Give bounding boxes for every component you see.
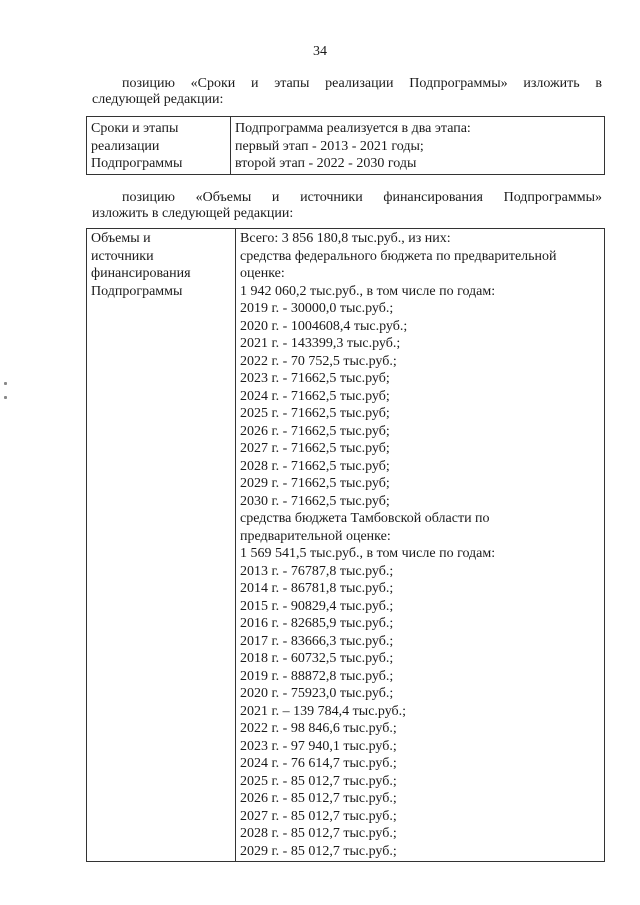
paragraph-line: изложить в следующей редакции: — [92, 206, 294, 221]
label-line: реализации — [91, 138, 160, 154]
funding-value-cell — [236, 229, 605, 862]
label-line: финансирования — [91, 266, 191, 281]
page-number: 34 — [313, 44, 327, 59]
value-line: первый этап - 2013 - 2021 годы; — [235, 138, 424, 154]
paragraph-funding-intro — [92, 190, 602, 222]
value-line: 2020 г. - 1004608,4 тыс.руб.; — [240, 318, 408, 334]
paragraph-timeline-intro — [92, 76, 602, 108]
value-line: 2019 г. - 88872,8 тыс.руб.; — [240, 668, 394, 684]
value-line: второй этап - 2022 - 2030 годы — [235, 156, 417, 171]
value-line: 2023 г. - 97 940,1 тыс.руб.; — [240, 738, 397, 754]
scan-artifact — [4, 396, 7, 399]
value-line: 2025 г. - 85 012,7 тыс.руб.; — [240, 773, 397, 789]
value-line: 2018 г. - 60732,5 тыс.руб.; — [240, 651, 394, 666]
value-line: 2027 г. - 85 012,7 тыс.руб.; — [240, 808, 397, 824]
value-line: 2026 г. - 85 012,7 тыс.руб.; — [240, 791, 397, 806]
value-line: 2029 г. - 71662,5 тыс.руб; — [240, 476, 390, 491]
label-line: источники — [91, 248, 154, 264]
value-line: 2019 г. - 30000,0 тыс.руб.; — [240, 301, 394, 316]
table-row — [87, 229, 605, 862]
value-line: 2014 г. - 86781,8 тыс.руб.; — [240, 581, 394, 596]
label-line: Объемы и — [91, 231, 151, 246]
value-line: 2028 г. - 85 012,7 тыс.руб.; — [240, 826, 397, 841]
label-line: Подпрограммы — [91, 156, 183, 171]
value-line: 2022 г. - 98 846,6 тыс.руб.; — [240, 721, 397, 736]
value-line: 1 569 541,5 тыс.руб., в том числе по годам: — [240, 546, 496, 561]
value-line: 2013 г. - 76787,8 тыс.руб.; — [240, 563, 394, 579]
value-line: 2021 г. – 139 784,4 тыс.руб.; — [240, 703, 407, 719]
value-line: 1 942 060,2 тыс.руб., в том числе по годам: — [240, 283, 496, 299]
value-line: 2025 г. - 71662,5 тыс.руб; — [240, 406, 390, 421]
scan-artifact — [4, 382, 7, 385]
value-line: средства бюджета Тамбовской области по — [240, 511, 490, 526]
label-line: Подпрограммы — [91, 283, 183, 299]
value-line: 2017 г. - 83666,3 тыс.руб.; — [240, 633, 394, 649]
value-line: 2023 г. - 71662,5 тыс.руб; — [240, 371, 390, 386]
value-line: 2030 г. - 71662,5 тыс.руб; — [240, 493, 390, 509]
funding-table — [86, 228, 605, 862]
paragraph-line: следующей редакции: — [92, 92, 224, 107]
timeline-label-cell — [87, 117, 231, 175]
value-line: 2021 г. - 143399,3 тыс.руб.; — [240, 336, 401, 351]
value-line: 2024 г. - 71662,5 тыс.руб; — [240, 388, 390, 404]
paragraph-line: позицию «Сроки и этапы реализации Подпрограммы» изложить в — [122, 76, 602, 91]
value-line: 2029 г. - 85 012,7 тыс.руб.; — [240, 843, 397, 859]
value-line: оценке: — [240, 266, 285, 281]
timeline-table — [86, 116, 605, 175]
value-line: Всего: 3 856 180,8 тыс.руб., из них: — [240, 231, 451, 246]
value-line: 2022 г. - 70 752,5 тыс.руб.; — [240, 353, 397, 369]
value-line: 2024 г. - 76 614,7 тыс.руб.; — [240, 756, 397, 771]
table-row — [87, 117, 605, 175]
value-line: 2026 г. - 71662,5 тыс.руб; — [240, 423, 390, 439]
label-line: Сроки и этапы — [91, 121, 179, 136]
value-line: предварительной оценке: — [240, 528, 391, 544]
value-line: Подпрограмма реализуется в два этапа: — [235, 121, 471, 136]
paragraph-line: позицию «Объемы и источники финансирования Подпрограммы» — [122, 190, 602, 205]
timeline-value-cell — [231, 117, 605, 175]
value-line: 2020 г. - 75923,0 тыс.руб.; — [240, 686, 394, 701]
funding-label-cell — [87, 229, 236, 862]
value-line: 2015 г. - 90829,4 тыс.руб.; — [240, 598, 394, 614]
value-line: 2027 г. - 71662,5 тыс.руб; — [240, 441, 390, 456]
value-line: средства федерального бюджета по предварительной — [240, 248, 557, 264]
value-line: 2016 г. - 82685,9 тыс.руб.; — [240, 616, 394, 631]
value-line: 2028 г. - 71662,5 тыс.руб; — [240, 458, 390, 474]
